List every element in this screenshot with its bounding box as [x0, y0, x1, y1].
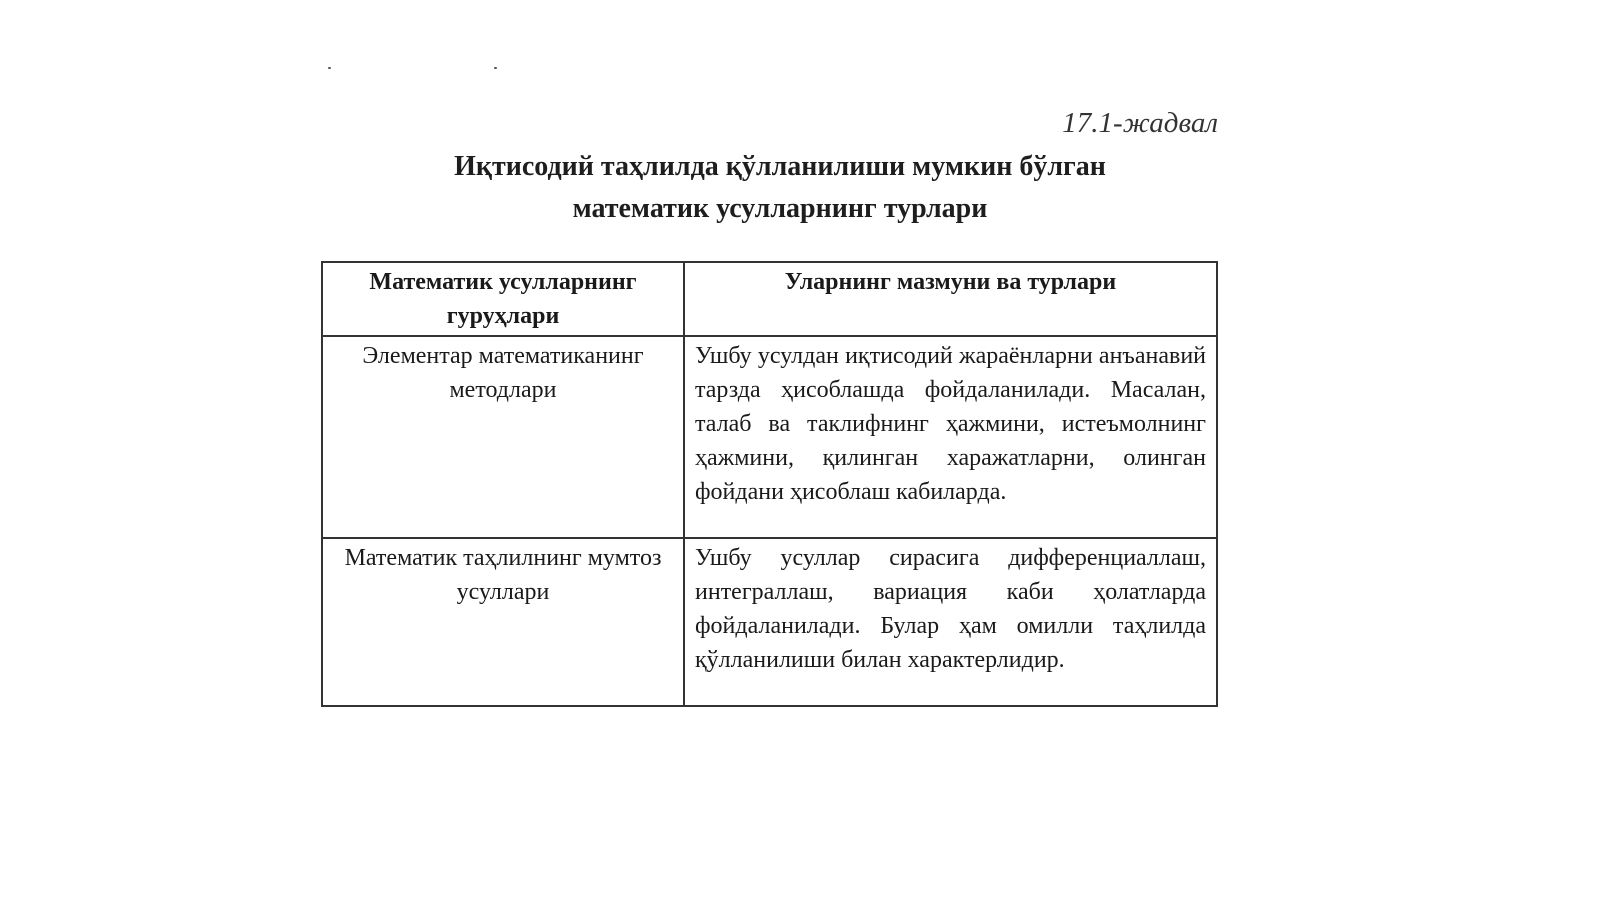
method-group-cell: Элементар математиканинг методлари [322, 336, 684, 538]
table-number-label: 17.1-жадвал [1062, 107, 1218, 139]
table-title [330, 146, 1230, 230]
table-title-line-2: математик усулларнинг турлари [572, 193, 988, 224]
scan-speck [328, 67, 331, 69]
scan-speck [494, 67, 497, 69]
table-header-row [322, 262, 1217, 336]
math-methods-table [321, 261, 1218, 707]
table-row [322, 336, 1217, 538]
method-description-cell: Ушбу усуллар сирасига дифференциаллаш, интеграллаш, вариация каби ҳолатларда фойдаланилади. Булар ҳам омилли таҳлилда қўлланилиши билан характерлидир. [684, 538, 1217, 706]
header-content-and-types: Уларнинг мазмуни ва турлари [684, 262, 1217, 336]
method-description-cell: Ушбу усулдан иқтисодий жараёнларни анъанавий тарзда ҳисоблашда фойдаланилади. Масалан, талаб ва таклифнинг ҳажмини, истеъмолнинг ҳажмини, қилинган харажатларни, олинган фойдани ҳисоблаш кабиларда. [684, 336, 1217, 538]
header-method-groups: Математик усулларнинг гуруҳлари [322, 262, 684, 336]
table-title-line-1: Иқтисодий таҳлилда қўлланилиши мумкин бўлган [454, 151, 1106, 182]
method-group-cell: Математик таҳлилнинг мумтоз усуллари [322, 538, 684, 706]
table-row [322, 538, 1217, 706]
